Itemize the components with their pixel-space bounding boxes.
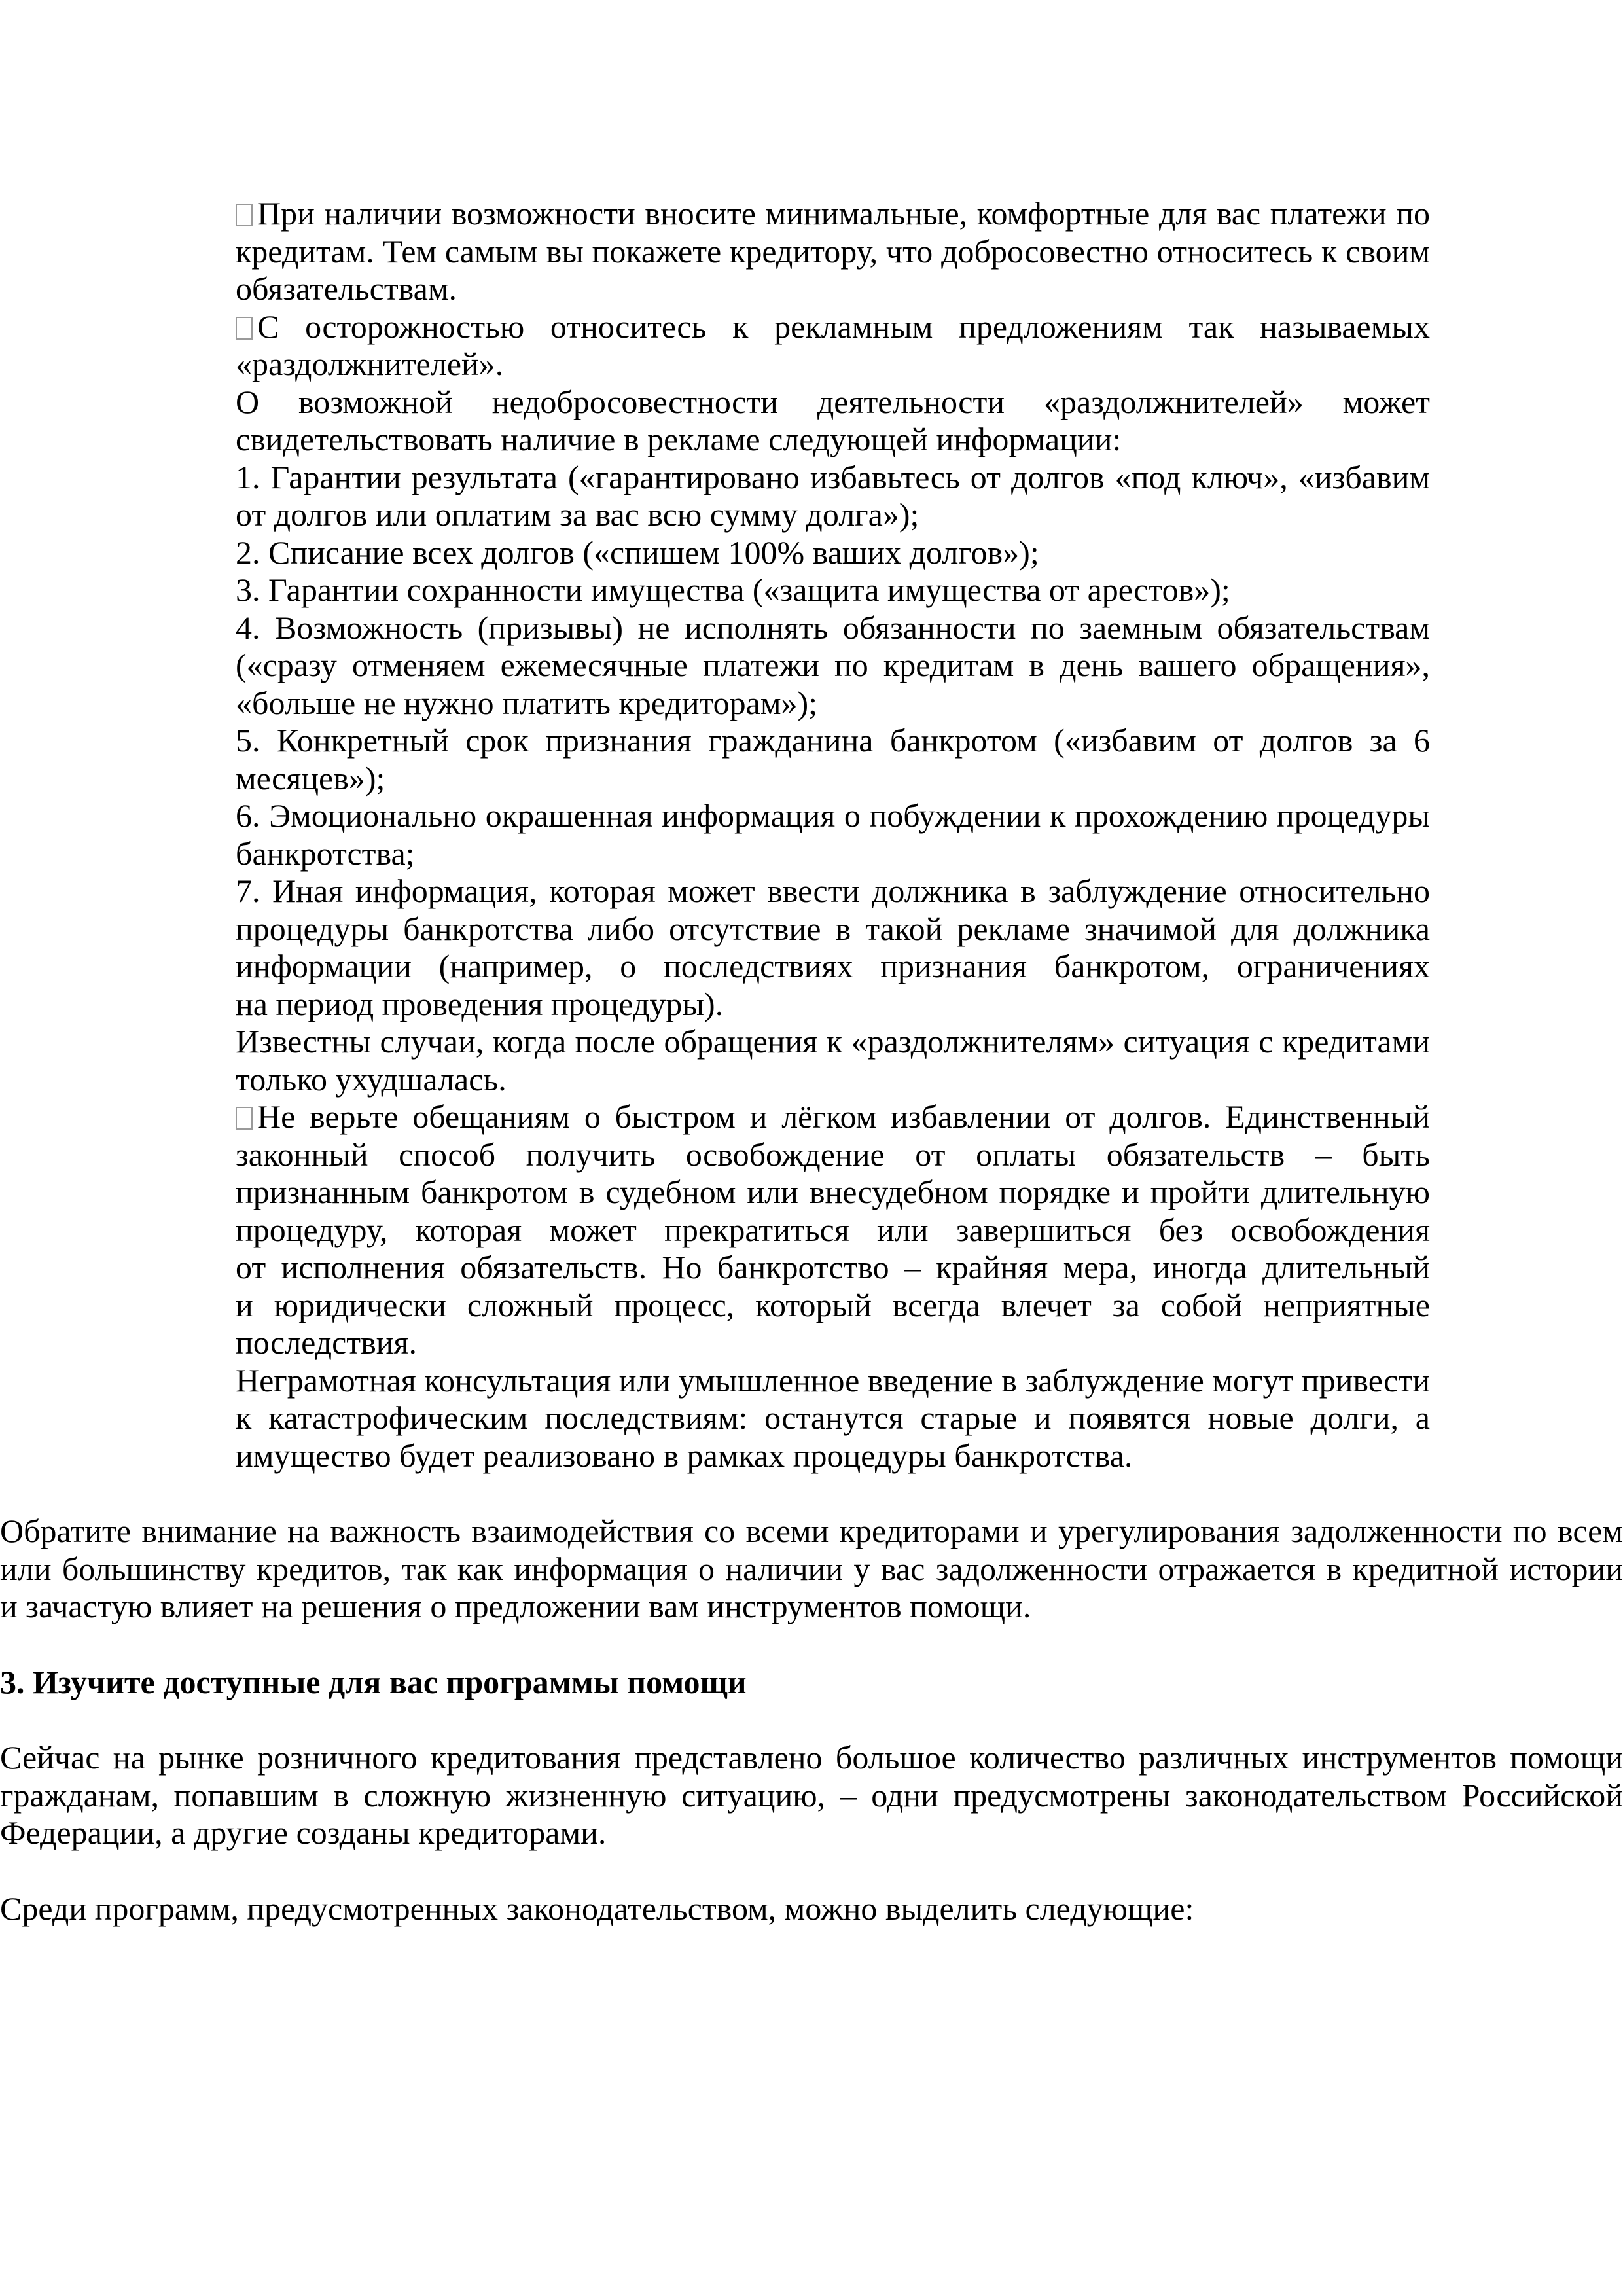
paragraph-text: Среди программ, предусмотренных законодательством, можно выделить следующие:	[0, 1890, 1194, 1927]
blank-line	[0, 1701, 1623, 1739]
list-item-paragraph	[236, 722, 1430, 797]
bullet-paragraph	[236, 308, 1430, 384]
paragraph-text: Обратите внимание на важность взаимодействия со всеми кредиторами и урегулирования задолженности по всем или большинству кредитов, так как информация о наличии у вас задолженности отражается в кредитной истории и зачастую влияет на решения о предложении вам инструментов помощи.	[0, 1513, 1623, 1624]
paragraph-text: С осторожностью относитесь к рекламным предложениям так называемых «раздолжнителей».	[236, 308, 1430, 382]
paragraph-text: Не верьте обещаниям о быстром и лёгком избавлении от долгов. Единственный законный способ получить освобождение от оплаты обязательств – быть признанным банкротом в судебном или внесудебном порядке и пройти длительную процедуру, которая может прекратиться или завершиться без освобождения от исполнения обязательств. Но банкротство – крайняя мера, иногда длительный и юридически сложный процесс, который всегда влечет за собой неприятные последствия.	[236, 1098, 1430, 1361]
advice-block	[236, 195, 1430, 1475]
paragraph-text: 4. Возможность (призывы) не исполнять обязанности по заемным обязательствам («сразу отменяем ежемесячные платежи по кредитам в день вашего обращения», «больше не нужно платить кредиторам»);	[236, 609, 1430, 721]
bullet-paragraph	[236, 195, 1430, 308]
section-heading	[0, 1664, 1623, 1702]
list-item-paragraph	[236, 872, 1430, 1023]
list-item-paragraph	[236, 797, 1430, 872]
bullet-paragraph	[236, 1098, 1430, 1362]
paragraph	[236, 1023, 1430, 1098]
intro-paragraph	[0, 1739, 1623, 1852]
note-paragraph	[0, 1513, 1623, 1626]
paragraph-text: 5. Конкретный срок признания гражданина банкротом («избавим от долгов за 6 месяцев»);	[236, 722, 1430, 797]
paragraph	[236, 1362, 1430, 1475]
blank-line	[0, 1626, 1623, 1664]
paragraph-text: 1. Гарантии результата («гарантировано избавьтесь от долгов «под ключ», «избавим от долгов или оплатим за вас всю сумму долга»);	[236, 458, 1430, 533]
blank-line	[0, 1475, 1623, 1513]
paragraph-text: 3. Гарантии сохранности имущества («защита имущества от арестов»);	[236, 571, 1230, 608]
list-item-paragraph	[236, 571, 1430, 609]
missing-glyph-icon	[236, 1107, 253, 1130]
list-item-paragraph	[236, 609, 1430, 723]
list-item-paragraph	[236, 459, 1430, 534]
paragraph	[236, 384, 1430, 459]
list-item-paragraph	[236, 534, 1430, 572]
closing-paragraph	[0, 1890, 1623, 1928]
paragraph-text: Известны случаи, когда после обращения к «раздолжнителям» ситуация с кредитами только ухудшалась.	[236, 1023, 1430, 1098]
document-body	[0, 195, 1623, 1928]
missing-glyph-icon	[236, 317, 253, 340]
paragraph-text: Сейчас на рынке розничного кредитования представлено большое количество различных инструментов помощи гражданам, попавшим в сложную жизненную ситуацию, – одни предусмотрены законодательством Российской Федерации, а другие созданы кредиторами.	[0, 1739, 1623, 1851]
paragraph-text: 2. Списание всех долгов («спишем 100% ваших долгов»);	[236, 533, 1039, 571]
paragraph-text: При наличии возможности вносите минимальные, комфортные для вас платежи по кредитам. Тем самым вы покажете кредитору, что добросовестно относитесь к своим обязательствам.	[236, 195, 1430, 307]
missing-glyph-icon	[236, 204, 253, 226]
blank-line	[0, 1852, 1623, 1890]
paragraph-text: 6. Эмоционально окрашенная информация о побуждении к прохождению процедуры банкротства;	[236, 797, 1430, 872]
paragraph-text: 7. Иная информация, которая может ввести должника в заблуждение относительно процедуры банкротства либо отсутствие в такой рекламе значимой для должника информации (например, о последствиях признания банкротом, ограничениях на период проведения процедуры).	[236, 872, 1430, 1022]
paragraph-text: Неграмотная консультация или умышленное введение в заблуждение могут привести к катастрофическим последствиям: останутся старые и появятся новые долги, а имущество будет реализовано в рамках процедуры банкротства.	[236, 1361, 1430, 1474]
paragraph-text: О возможной недобросовестности деятельности «раздолжнителей» может свидетельствовать наличие в рекламе следующей информации:	[236, 383, 1430, 457]
heading-text: 3. Изучите доступные для вас программы помощи	[0, 1663, 747, 1700]
